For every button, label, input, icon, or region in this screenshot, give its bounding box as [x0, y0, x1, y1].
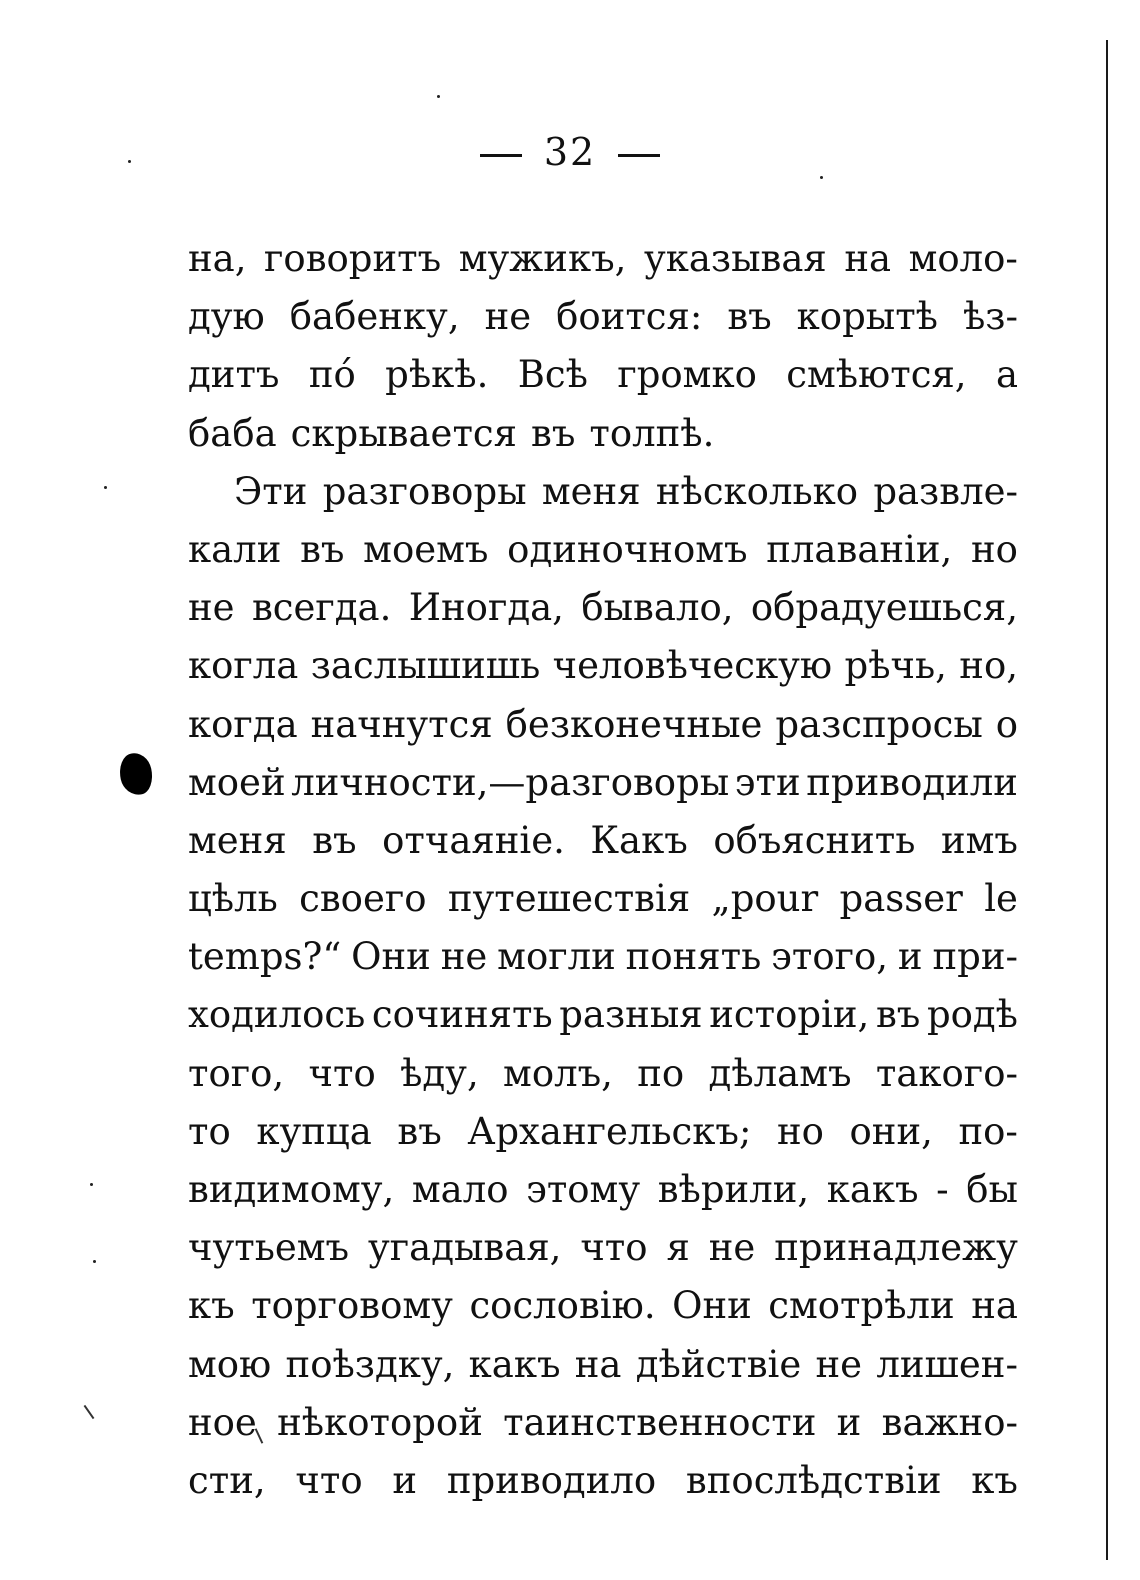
- word: отчаяніе.: [382, 818, 565, 862]
- page-edge-rule: [1106, 40, 1108, 1560]
- ink-speck: [820, 176, 823, 179]
- body-text: [188, 230, 1018, 1510]
- word: разныя: [559, 993, 703, 1037]
- word: поѣздку,: [285, 1342, 455, 1386]
- word: исторіи,: [709, 993, 870, 1037]
- word: въ: [397, 1109, 442, 1153]
- word: дѣламъ: [708, 1051, 852, 1095]
- word: въ: [312, 818, 357, 862]
- word: путешествія: [447, 877, 691, 921]
- word: что: [580, 1226, 648, 1270]
- word: при-: [932, 935, 1018, 979]
- word: мало: [411, 1168, 509, 1211]
- word: Архангельскъ;: [467, 1109, 752, 1153]
- word: боится:: [556, 295, 703, 339]
- word: сословію.: [469, 1284, 656, 1328]
- word: баба: [188, 411, 277, 455]
- word: лишен-: [876, 1342, 1018, 1386]
- word: они,: [849, 1109, 933, 1153]
- word: того,: [188, 1051, 285, 1095]
- word: объяснить: [713, 818, 916, 862]
- word: le: [984, 877, 1018, 921]
- word: угадывая,: [367, 1226, 562, 1270]
- ink-speck: [93, 1260, 96, 1263]
- ink-speck: [104, 486, 107, 489]
- word: купца: [256, 1109, 372, 1153]
- word: а: [995, 353, 1018, 397]
- word: и: [897, 935, 923, 979]
- ink-speck: [90, 1183, 93, 1186]
- word: понять: [625, 935, 762, 979]
- word: я: [666, 1226, 690, 1270]
- text-line: [188, 1277, 1018, 1335]
- text-line: [188, 637, 1018, 695]
- word: мужикъ,: [458, 237, 627, 280]
- word: важно-: [881, 1400, 1018, 1444]
- word: не: [440, 935, 488, 979]
- word: Эти: [234, 469, 308, 513]
- ink-speck: [437, 95, 440, 98]
- word: и: [836, 1400, 862, 1444]
- text-line: [188, 1045, 1018, 1103]
- word: Они: [672, 1284, 752, 1328]
- word: нѣкоторой: [277, 1400, 483, 1444]
- word: Иногда,: [408, 586, 564, 630]
- word: начнутся: [310, 702, 493, 746]
- word: меня: [541, 469, 641, 513]
- text-line: [188, 230, 1018, 288]
- word: бывало,: [581, 586, 734, 630]
- word: принадлежу: [774, 1226, 1018, 1270]
- word: что: [295, 1458, 363, 1502]
- word: дую: [188, 295, 265, 339]
- word: обрадуешься,: [750, 586, 1018, 630]
- text-line: [188, 812, 1018, 870]
- word: бы: [966, 1168, 1018, 1211]
- word: меня: [188, 818, 287, 862]
- word: на,: [188, 237, 247, 280]
- text-line: [188, 1103, 1018, 1161]
- word: человѣческую: [552, 644, 833, 688]
- word: когла: [188, 644, 299, 688]
- word: на: [844, 237, 892, 280]
- page-number-header: [0, 130, 1140, 174]
- word: заслышишь: [310, 644, 541, 688]
- word: одиночномъ: [507, 527, 748, 571]
- text-line: [188, 870, 1018, 928]
- word: на: [574, 1342, 622, 1386]
- word: имъ: [940, 818, 1018, 862]
- word: приводило: [446, 1458, 657, 1502]
- word: моло-: [908, 237, 1018, 280]
- word: своего: [299, 877, 427, 921]
- word: то: [188, 1109, 231, 1153]
- word: passer: [839, 877, 963, 921]
- word: какъ: [468, 1342, 561, 1386]
- word: сочинять: [371, 993, 553, 1037]
- text-line: [188, 1219, 1018, 1277]
- word: дѣйствіе: [635, 1342, 802, 1386]
- text-line: [188, 928, 1018, 986]
- word: не: [815, 1342, 863, 1386]
- word: и: [392, 1458, 418, 1502]
- word: ное: [188, 1400, 257, 1444]
- word: смѣются,: [786, 353, 967, 397]
- word: сти,: [188, 1458, 266, 1502]
- word: въ: [875, 993, 921, 1037]
- word: громко: [617, 353, 757, 397]
- word: на: [971, 1284, 1018, 1328]
- text-line: [188, 1452, 1018, 1510]
- word: не: [484, 295, 532, 339]
- scratch-mark: [84, 1405, 95, 1419]
- word: говоритъ: [264, 237, 442, 280]
- word: всегда.: [251, 586, 392, 630]
- text-line: [188, 696, 1018, 754]
- word: развле-: [873, 469, 1018, 513]
- text-line: [188, 1161, 1018, 1219]
- word: такого-: [875, 1051, 1018, 1095]
- word: что: [308, 1051, 376, 1095]
- word: по: [637, 1051, 685, 1095]
- word: но: [777, 1109, 824, 1153]
- text-line: [188, 288, 1018, 346]
- word: видимому,: [188, 1168, 395, 1211]
- word: не: [188, 586, 235, 630]
- word: къ: [188, 1284, 235, 1328]
- text-line: [188, 463, 1018, 521]
- word: эти: [734, 760, 801, 804]
- word: безконечные: [505, 702, 763, 746]
- word: по-: [958, 1109, 1018, 1153]
- word: въ: [300, 527, 345, 571]
- word: бабенку,: [289, 295, 460, 339]
- right-dash: [618, 154, 660, 157]
- word: приводили: [806, 760, 1018, 804]
- word: въ: [727, 295, 772, 339]
- word: ходилось: [188, 993, 366, 1037]
- word: Какъ: [590, 818, 688, 862]
- word: чутьемъ: [188, 1226, 350, 1270]
- word: рѣчь,: [844, 644, 947, 688]
- word: когда: [188, 702, 298, 746]
- word: указывая: [643, 237, 827, 280]
- word: но: [971, 527, 1018, 571]
- word: -: [936, 1168, 949, 1211]
- ink-blot: [116, 750, 156, 798]
- word: личности,—разговоры: [291, 760, 730, 804]
- word: разспросы: [775, 702, 983, 746]
- word: ѣду,: [400, 1051, 479, 1095]
- page-number: 32: [543, 130, 597, 174]
- word: нѣсколько: [655, 469, 859, 513]
- word: моемъ: [363, 527, 489, 571]
- word: въ: [530, 411, 576, 455]
- left-dash: [480, 154, 522, 157]
- word: впослѣдствіи: [685, 1458, 942, 1502]
- word: къ: [971, 1458, 1018, 1502]
- word: этого,: [771, 935, 889, 979]
- word: толпѣ.: [589, 411, 715, 455]
- word: молъ,: [503, 1051, 613, 1095]
- word: скрывается: [290, 411, 517, 455]
- word: какъ: [826, 1168, 919, 1211]
- word: не: [708, 1226, 756, 1270]
- word: „pour: [711, 877, 819, 921]
- word: по́: [308, 353, 356, 397]
- word: дитъ: [188, 353, 280, 397]
- text-line: [188, 754, 1018, 812]
- word: но,: [959, 644, 1018, 688]
- word: этому: [526, 1168, 641, 1211]
- word: кали: [188, 527, 282, 571]
- word: вѣрили,: [657, 1168, 810, 1211]
- word: могли: [497, 935, 616, 979]
- word: Всѣ: [517, 353, 588, 397]
- text-line: [188, 1336, 1018, 1394]
- word: плаваніи,: [766, 527, 953, 571]
- word: торговому: [251, 1284, 453, 1328]
- word: корытѣ: [796, 295, 938, 339]
- word: temps?“: [188, 935, 342, 979]
- word: рѣкѣ.: [385, 353, 489, 397]
- ink-speck: [128, 160, 131, 163]
- word: родѣ: [926, 993, 1018, 1037]
- word: цѣль: [188, 877, 278, 921]
- text-line: [188, 579, 1018, 637]
- word: разговоры: [322, 469, 527, 513]
- word: моей: [188, 760, 286, 804]
- text-line: [188, 986, 1018, 1044]
- word: мою: [188, 1342, 272, 1386]
- text-line: [188, 346, 1018, 404]
- word: смотрѣли: [768, 1284, 955, 1328]
- text-line: [188, 405, 1018, 463]
- text-line: [188, 1394, 1018, 1452]
- word: о: [995, 702, 1018, 746]
- text-line: [188, 521, 1018, 579]
- word: Они: [351, 935, 431, 979]
- word: таинственности: [503, 1400, 817, 1444]
- word: ѣз-: [962, 295, 1018, 339]
